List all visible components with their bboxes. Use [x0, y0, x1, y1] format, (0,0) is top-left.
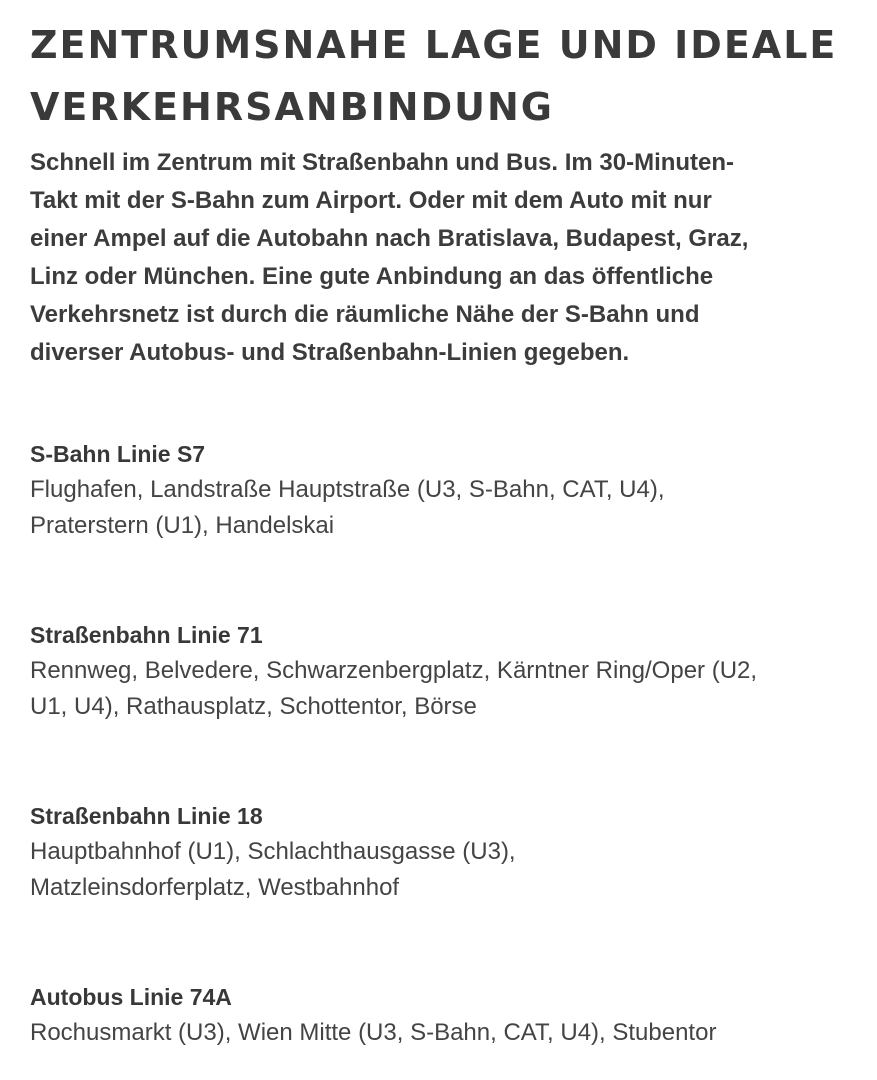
intro-paragraph: Schnell im Zentrum mit Straßenbahn und Bus. Im 30-Minuten- Takt mit der S-Bahn zum Airport. Oder mit dem Auto mit nur einer Ampel auf die Autobahn nach Bratislava, Budapest, Graz, Linz oder München. Eine gute Anbindung an das öffentliche Verkehrsnetz ist durch die räumliche Nähe der S-Bahn und diverser Autobus- und Straßenbahn-Linien gegeben.	[30, 149, 749, 366]
transit-line-stops: Flughafen, Landstraße Hauptstraße (U3, S-Bahn, CAT, U4), Praterstern (U1), Handelskai	[30, 476, 665, 539]
section-heading: ZENTRUMSNAHE LAGE UND IDEALE VERKEHRSANBINDUNG	[30, 23, 838, 129]
transit-line-title: Straßenbahn Linie 18	[30, 803, 263, 829]
transit-line-stops: Rennweg, Belvedere, Schwarzenbergplatz, Kärntner Ring/Oper (U2, U1, U4), Rathausplatz, Schottentor, Börse	[30, 657, 758, 720]
transit-line-71	[30, 617, 865, 725]
transit-line-s7	[30, 436, 865, 544]
transit-line-stops: Hauptbahnhof (U1), Schlachthausgasse (U3), Matzleinsdorferplatz, Westbahnhof	[30, 838, 516, 901]
transit-line-title: Straßenbahn Linie 71	[30, 622, 263, 648]
transit-line-title: S-Bahn Linie S7	[30, 441, 206, 467]
transit-line-title: Autobus Linie 74A	[30, 984, 232, 1010]
transit-line-74a	[30, 979, 865, 1051]
transit-line-18	[30, 798, 865, 906]
transit-line-stops: Rochusmarkt (U3), Wien Mitte (U3, S-Bahn, CAT, U4), Stubentor	[30, 1019, 717, 1046]
location-section	[30, 14, 865, 372]
